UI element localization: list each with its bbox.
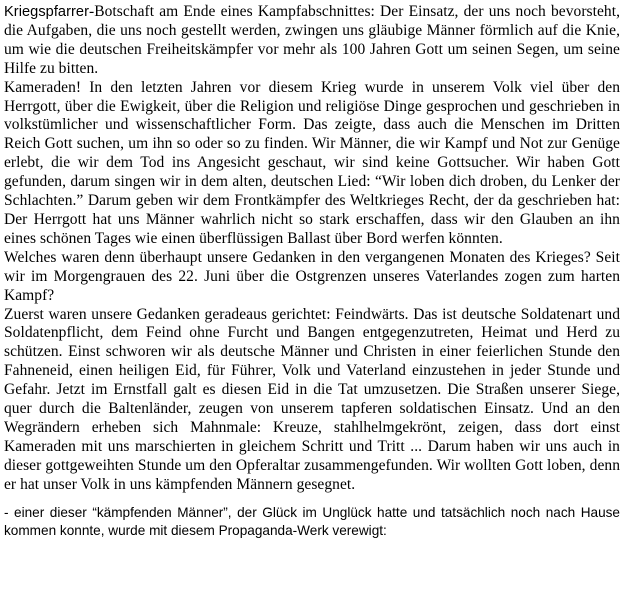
opening-paragraph [4,3,620,79]
footer-note: - einer dieser “kämpfenden Männer”, der Glück im Unglück hatte und tatsächlich noch nach Hause kommen konnte, wurde mit diesem Propaganda-Werk verewigt: [4,504,620,539]
paragraph-thoughts-question: Welches waren denn überhaupt unsere Gedanken in den vergangenen Monaten des Krieges? Seit wir im Morgengrauen des 22. Juni über die Ostgrenzen unseres Vaterlandes zogen zum harten Kampf? [4,248,620,304]
document-page [4,3,620,541]
paragraph-thoughts-answer: Zuerst waren unsere Gedanken geradeaus gerichtet: Feindwärts. Das ist deutsche Soldatenart und Soldatenpflicht, dem Feind ohne Furcht und Bangen entgegenzutreten, Heimat und Herd zu schützen. Einst schworen wir als deutsche Männer und Christen in einer feierlichen Stunde den Fahneneid, einen heiligen Eid, für Führer, Volk und Vaterland einzustehen in jeder Stunde und Gefahr. Jetzt im Ernstfall galt es diesen Eid in die Tat umzusetzen. Die Straßen unserer Siege, quer durch die Baltenländer, zeugen von unserem tapferen soldatischen Einsatz. Und an den Wegrändern erheben sich Mahnmale: Kreuze, stahlhelmgekrönt, zeigen, dass dort einst Kameraden mit uns marschierten in gleichem Schritt und Tritt ... Darum haben wir uns auch in dieser gottgeweihten Stunde um den Opferaltar zusammengefunden. Wir wollten Gott loben, denn er hat unser Volk in uns kämpfenden Männern gesegnet. [4,305,620,493]
opening-paragraph-text: -Botschaft am Ende eines Kampfabschnittes: Der Einsatz, der uns noch bevorsteht, die Aufgaben, die uns noch gestellt werden, zwingen uns gläubige Männer förmlich auf die Knie, um wie die deutschen Freiheitskämpfer vor mehr als 100 Jahren Gott um seinen Segen, um seine Hilfe zu bitten. [4,3,620,77]
opening-lead-word: Kriegspfarrer [4,4,89,20]
paragraph-comrades: Kameraden! In den letzten Jahren vor diesem Krieg wurde in unserem Volk viel über den Herrgott, über die Ewigkeit, über die Religion und religiöse Dinge gesprochen und geschrieben in volkstümlicher und wissenschaftlicher Form. Das zeigte, dass auch die Menschen im Dritten Reich Gott suchen, um ihn so oder so zu finden. Wir Männer, die wir Kampf und Not zur Genüge erlebt, die wir dem Tod ins Angesicht geschaut, wir sind keine Gottsucher. Wir haben Gott gefunden, darum singen wir in dem alten, deutschen Lied: “Wir loben dich droben, du Lenker der Schlachten.” Darum geben wir dem Frontkämpfer des Weltkrieges Recht, der da geschrieben hat: Der Herrgott hat uns Männer wahrlich nicht so stark erschaffen, dass wir den Glauben an ihn eines schönen Tages wie einen überflüssigen Ballast über Bord werfen könnten. [4,78,620,247]
